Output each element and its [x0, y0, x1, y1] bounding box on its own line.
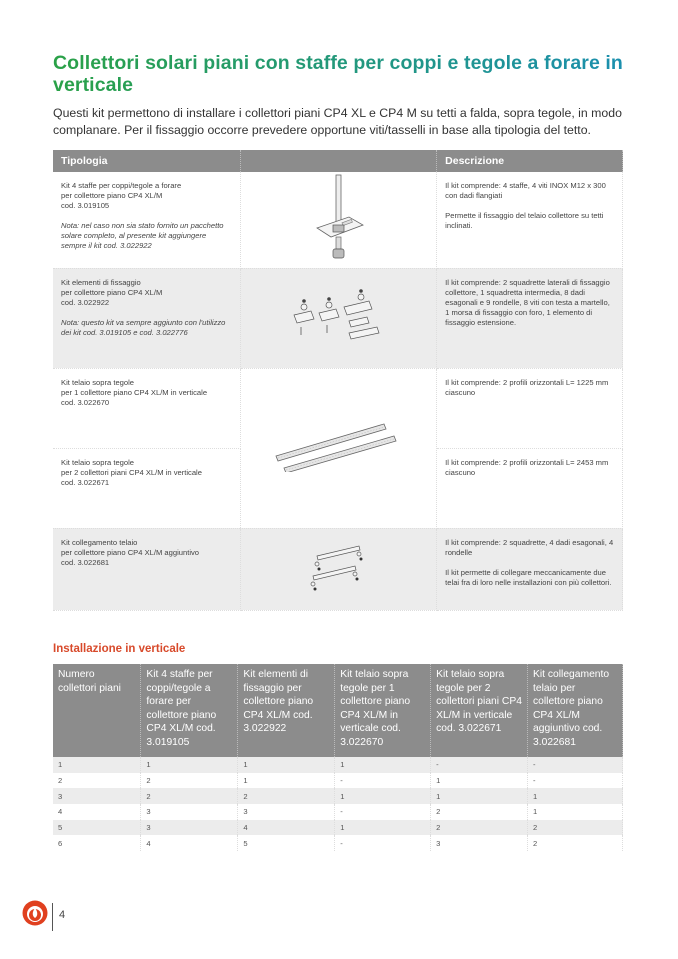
table-cell: 1 [335, 820, 431, 836]
kit-description: Il kit comprende: 2 squadrette laterali di fissaggio collettore, 1 squadretta intermedia, 8 dadi esagonali e 9 rondelle, 8 viti con testa a martello, 1 morsa di fissaggio con foro, 1 elemento di fissaggio estensione. [445, 277, 610, 327]
header-cell: Kit elementi di fissaggio per collettore piano CP4 XL/M cod. 3.022922 [238, 664, 335, 757]
table-cell: 2 [431, 820, 528, 836]
header-cell: Numero collettori piani [53, 664, 141, 757]
kit-name: Kit 4 staffe per coppi/tegole a forare per collettore piano CP4 XL/M cod. 3.019105 [61, 181, 182, 210]
table-cell: - [528, 757, 623, 773]
fixing-elements-image [241, 268, 437, 368]
kit-name: Kit telaio sopra tegole per 1 collettore piano CP4 XL/M in verticale cod. 3.022670 [61, 377, 208, 407]
table-cell: 3 [141, 820, 238, 836]
table-cell: 3 [53, 788, 141, 804]
table-cell: 2 [238, 788, 335, 804]
table-cell: 1 [238, 773, 335, 789]
section-title: Installazione in verticale [53, 643, 186, 655]
table-cell: - [335, 835, 431, 851]
footer-divider [52, 903, 53, 931]
brand-logo [22, 900, 48, 930]
table-row [53, 368, 623, 448]
table-cell: 1 [335, 788, 431, 804]
table-cell: - [528, 773, 623, 789]
table-cell: 1 [528, 804, 623, 820]
profiles-image [241, 368, 437, 528]
table-cell: 1 [528, 788, 623, 804]
installation-header-row [53, 664, 623, 757]
kit-description: Il kit comprende: 2 profili orizzontali L= 2453 mm ciascuno [445, 457, 609, 477]
table-row [53, 773, 623, 789]
table-cell: 1 [53, 757, 141, 773]
header-tipologia: Tipologia [53, 150, 241, 172]
header-cell: Kit collegamento telaio per collettore piano CP4 XL/M aggiuntivo cod. 3.022681 [528, 664, 623, 757]
table-cell: 2 [528, 835, 623, 851]
kits-header-row [53, 150, 623, 172]
table-cell: 2 [141, 788, 238, 804]
table-cell: 4 [238, 820, 335, 836]
table-cell: 1 [141, 757, 238, 773]
table-row [53, 835, 623, 851]
kit-description-extra: Permette il fissaggio del telaio collettore su tetti inclinati. [445, 211, 604, 230]
table-cell: 4 [141, 835, 238, 851]
kit-description: Il kit comprende: 2 squadrette, 4 dadi esagonali, 4 rondelle [445, 537, 614, 557]
bracket-screw-image [241, 172, 437, 268]
page-title: Collettori solari piani con staffe per coppi e tegole a forare in verticale [53, 52, 633, 96]
table-cell: 2 [53, 773, 141, 789]
kits-table [53, 150, 623, 611]
table-row [53, 804, 623, 820]
table-row [53, 268, 623, 368]
kit-note: Nota: questo kit va sempre aggiunto con l'utilizzo dei kit cod. 3.019105 e cod. 3.022776 [61, 317, 226, 337]
table-cell: 6 [53, 835, 141, 851]
header-image [241, 150, 437, 172]
kit-description: Il kit comprende: 2 profili orizzontali L= 1225 mm ciascuno [445, 377, 609, 397]
table-cell: 1 [431, 788, 528, 804]
table-row [53, 788, 623, 804]
table-cell: 3 [141, 804, 238, 820]
table-cell: 1 [238, 757, 335, 773]
table-cell: - [335, 773, 431, 789]
kit-note: Nota: nel caso non sia stato fornito un pacchetto solare completo, al presente kit aggiungere sempre il kit cod. 3.022922 [61, 221, 224, 250]
kit-description-extra: Il kit permette di collegare meccanicamente due telai fra di loro nelle installazioni con più collettori. [445, 567, 612, 587]
connection-kit-image [241, 528, 437, 610]
table-cell: 3 [431, 835, 528, 851]
header-cell: Kit telaio sopra tegole per 1 collettore piano CP4 XL/M in verticale cod. 3.022670 [335, 664, 431, 757]
kit-name: Kit collegamento telaio per collettore piano CP4 XL/M aggiuntivo cod. 3.022681 [61, 537, 200, 567]
kit-description: Il kit comprende: 4 staffe, 4 viti INOX M12 x 300 con dadi flangiati [445, 181, 606, 200]
header-descrizione: Descrizione [437, 150, 623, 172]
table-cell: 5 [53, 820, 141, 836]
table-cell: 2 [528, 820, 623, 836]
intro-paragraph: Questi kit permettono di installare i collettori piani CP4 XL e CP4 M su tetti a falda, sopra tegole, in modo complanare. Per il fissaggio occorre prevedere opportune viti/tasselli in base alla tipologia del tetto. [53, 106, 622, 137]
table-cell: 2 [141, 773, 238, 789]
table-cell: - [431, 757, 528, 773]
table-cell: 1 [335, 757, 431, 773]
header-cell: Kit telaio sopra tegole per 2 collettori piani CP4 XL/M in verticale cod. 3.022671 [431, 664, 528, 757]
table-cell: 4 [53, 804, 141, 820]
installation-table [53, 664, 623, 851]
kit-name: Kit elementi di fissaggio per collettore piano CP4 XL/M cod. 3.022922 [61, 277, 163, 307]
table-cell: - [335, 804, 431, 820]
header-cell: Kit 4 staffe per coppi/tegole a forare per collettore piano CP4 XL/M cod. 3.019105 [141, 664, 238, 757]
table-row [53, 820, 623, 836]
table-cell: 1 [431, 773, 528, 789]
kit-name: Kit telaio sopra tegole per 2 collettori piani CP4 XL/M in verticale cod. 3.022671 [61, 457, 202, 487]
table-row [53, 528, 623, 610]
table-cell: 3 [238, 804, 335, 820]
table-row [53, 172, 623, 268]
table-cell: 2 [431, 804, 528, 820]
table-row [53, 757, 623, 773]
page-number: 4 [59, 909, 66, 921]
table-cell: 5 [238, 835, 335, 851]
